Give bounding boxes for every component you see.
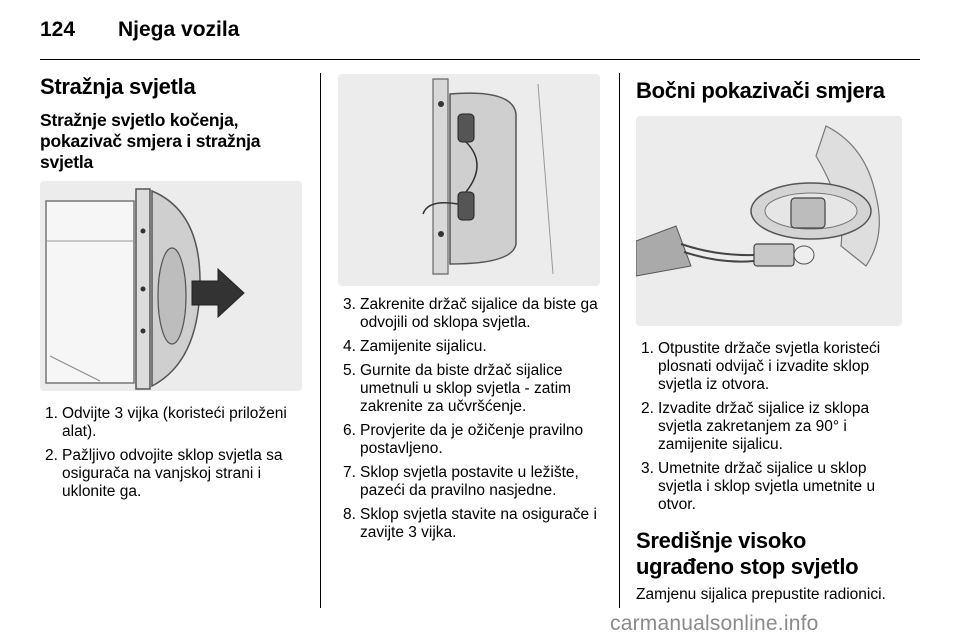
steps-list-rear	[40, 405, 308, 501]
page-title: Njega vozila	[118, 18, 240, 41]
list-item: 4. Zamijenite sijalicu.	[343, 338, 487, 355]
list-item: 3. Umetnite držač sijalice u sklop svjetla i sklop svjetla umetnite u otvor.	[641, 460, 876, 513]
center-stop-light-text: Zamjenu sijalica prepustite radionici.	[636, 586, 886, 603]
page-header	[40, 14, 920, 48]
side-indicator-illustration	[636, 116, 902, 326]
list-item: 2. Izvadite držač sijalice iz sklopa svjetla zakretanjem za 90° i zamijenite sijalicu.	[641, 400, 870, 453]
list-item: 5. Gurnite da biste držač sijalice umetnuli u sklop svjetla - zatim zakrenite za učvršćenje.	[343, 362, 572, 415]
column-right	[636, 74, 908, 604]
column-divider-1	[320, 73, 321, 608]
page-number: 124	[40, 18, 76, 41]
column-divider-2	[619, 73, 620, 608]
list-item: 8. Sklop svjetla stavite na osigurače i zavijte 3 vijka.	[343, 506, 597, 541]
header-divider	[40, 59, 920, 60]
column-middle	[338, 74, 606, 548]
list-item: 3. Zakrenite držač sijalice da biste ga odvojili od sklopa svjetla.	[343, 296, 598, 331]
bulb-holder-illustration	[338, 74, 600, 286]
list-item: 1. Otpustite držače svjetla koristeći plosnati odvijač i izvadite sklop svjetla iz otvora.	[641, 340, 881, 393]
steps-list-rear-continued	[338, 296, 606, 542]
list-item: 7. Sklop svjetla postavite u ležište, pazeći da pravilno nasjedne.	[343, 464, 579, 499]
section-title-side-indicators: Bočni pokazivači smjera	[636, 78, 885, 103]
watermark: carmanualsonline.info	[610, 612, 819, 635]
list-item: 6. Provjerite da je ožičenje pravilno postavljeno.	[343, 422, 584, 457]
steps-list-side	[636, 340, 908, 514]
column-left	[40, 74, 308, 507]
section-title-rear-lights: Stražnja svjetla	[40, 74, 196, 99]
section-title-center-stop-light: Središnje visoko ugrađeno stop svjetlo	[636, 528, 859, 579]
list-item: 1. Odvijte 3 vijka (koristeći priloženi alat).	[45, 405, 287, 440]
list-item: 2. Pažljivo odvojite sklop svjetla sa osigurača na vanjskoj strani i uklonite ga.	[45, 447, 283, 500]
rear-light-removal-illustration	[40, 181, 302, 391]
subsection-title-brake-lights: Stražnje svjetlo kočenja, pokazivač smjera i stražnja svjetla	[40, 110, 261, 172]
